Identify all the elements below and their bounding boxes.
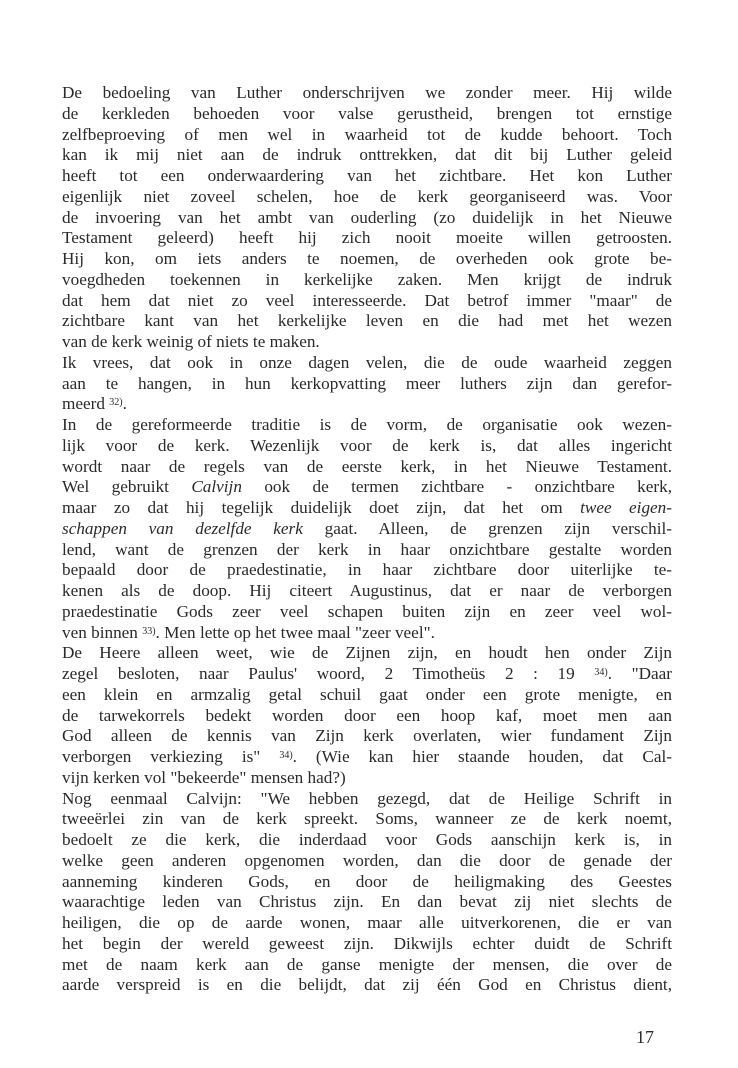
emphasis: Calvijn [191,477,242,497]
text-line [62,519,672,540]
text-line: praedestinatie Gods zeer veel schapen buiten zijn en zeer veel wol- [62,601,672,621]
text-line [62,664,672,685]
text-line: meerd $^{32)}$. [62,394,127,414]
text-line: De bedoeling van Luther onderschrijven we zonder meer. Hij wilde [62,83,672,102]
text-line: met de naam kerk aan de ganse menigte der mensen, die over de [62,954,672,974]
text-line: lijk voor de kerk. Wezenlijk voor de kerk is, dat alles ingericht [62,435,672,455]
text-run: ook de termen zichtbare - onzichtbare kerk, [264,477,673,497]
text-line: bedoelt ze die kerk, die inderdaad voor Gods aanschijn kerk is, in [62,830,672,849]
text-line: heiligen, die op de aarde wonen, maar alle uitverkorenen, die er van [62,913,672,932]
text-line: dat hem dat niet zo veel interesseerde. Dat betrof immer "maar" de [62,290,672,310]
footnote-ref-33: 33) [142,625,156,637]
footnote-ref-34b: 34) [279,750,293,761]
text-line: aan te hangen, in hun kerkopvatting meer luthers zijn dan gerefor- [62,373,672,393]
text-line: aanneming kinderen Gods, en door de heiligmaking des Geestes [62,871,672,891]
text-line [62,747,672,768]
text-line [62,498,672,519]
text-line: waarachtige leden van Christus zijn. En dan bevat zij niet slechts de [62,892,672,912]
text-line: de tarwekorrels bedekt worden door een hoop kaf, moet men aan [62,705,672,725]
text-line: van de kerk weinig of niets te maken. [62,332,320,351]
text-run: . Men lette op het twee maal "zeer veel". [155,622,435,642]
text-line: voegdheden toekennen in kerkelijke zaken. Men krijgt de indruk [62,269,672,289]
text-line: de kerkleden behoeden voor valse gerustheid, brengen tot ernstige [62,103,672,123]
emphasis: twee eigen- [580,498,672,517]
text-line: welke geen anderen opgenomen worden, dan die door de genade der [62,850,672,870]
text-line: zelfbeproeving of men wel in waarheid tot de kudde behoort. Toch [62,124,672,144]
footnote-ref-34: 34) [594,667,608,678]
text-line [62,623,672,644]
text-line: vijn kerken vol "bekeerde" mensen had?) [62,767,346,787]
text-line: tweeërlei zin van de kerk spreekt. Soms, wanneer ze de kerk noemt, [62,809,672,829]
text-line: God alleen de kennis van Zijn kerk overlaten, wier fundament Zijn [62,726,672,746]
text-line: de invoering van het ambt van ouderling (zo duidelijk in het Nieuwe [62,207,672,227]
text-line: Nog eenmaal Calvijn: "We hebben gezegd, dat de Heilige Schrift in [62,788,672,808]
text-line [62,477,672,498]
text-line: kan ik mij niet aan de indruk onttrekken, dat dit bij Luther geleid [62,145,672,165]
text-line: Ik vrees, dat ook in onze dagen velen, die de oude waarheid zeggen [62,352,672,372]
text-line: het begin der wereld geweest zijn. Dikwijls echter duidt de Schrift [62,933,672,953]
footnote-ref-32: 32) [109,397,123,409]
text-run: ven binnen [62,622,138,642]
text-run: gaat. Alleen, de grenzen zijn verschil- [324,518,673,538]
text-line: zichtbare kant van het kerkelijke leven en die had met het wezen [62,311,672,331]
page-number: 17 [636,1027,654,1047]
text-run: . "Daar [607,664,672,683]
emphasis: schappen van dezelfde kerk [62,518,303,538]
text-line: bepaald door de praedestinatie, in haar zichtbare door uiterlijke te- [62,560,672,580]
text-line: De Heere alleen weet, wie de Zijnen zijn, en houdt hen onder Zijn [62,643,672,663]
text-line: Hij kon, om iets anders te noemen, de overheden ook grote be- [62,249,672,268]
text-line: Testament geleerd) heeft hij zich nooit moeite willen getroosten. [62,228,672,248]
text-line: wordt naar de regels van de eerste kerk, in het Nieuwe Testament. [62,456,672,476]
text-run: Wel gebruikt [62,477,169,497]
text-line: aarde verspreid is en die belijdt, dat zij één God en Christus dient, [62,975,672,995]
text-line: lend, want de grenzen der kerk in haar onzichtbare gestalte worden [62,539,672,559]
text-line: eigenlijk niet zoveel schelen, hoe de kerk georganiseerd was. Voor [62,186,672,206]
text-line: kenen als de doop. Hij citeert Augustinus, dat er naar de verborgen [62,581,672,600]
text-run: zegel besloten, naar Paulus' woord, 2 Timotheüs 2 : 19 [62,664,575,683]
text-run: meerd [62,394,105,414]
text-run: verborgen verkiezing is" [62,747,261,766]
text-line: heeft tot een onderwaardering van het zichtbare. Het kon Luther [62,166,672,185]
text-run: . (Wie kan hier staande houden, dat Cal- [292,747,672,766]
text-run: maar zo dat hij tegelijk duidelijk doet zijn, dat het om [62,498,563,517]
text-line: In de gereformeerde traditie is de vorm, de organisatie ook wezen- [62,415,672,434]
text-line: een klein en armzalig getal schuil gaat onder een grote menigte, en [62,684,672,704]
body-text [62,83,672,996]
